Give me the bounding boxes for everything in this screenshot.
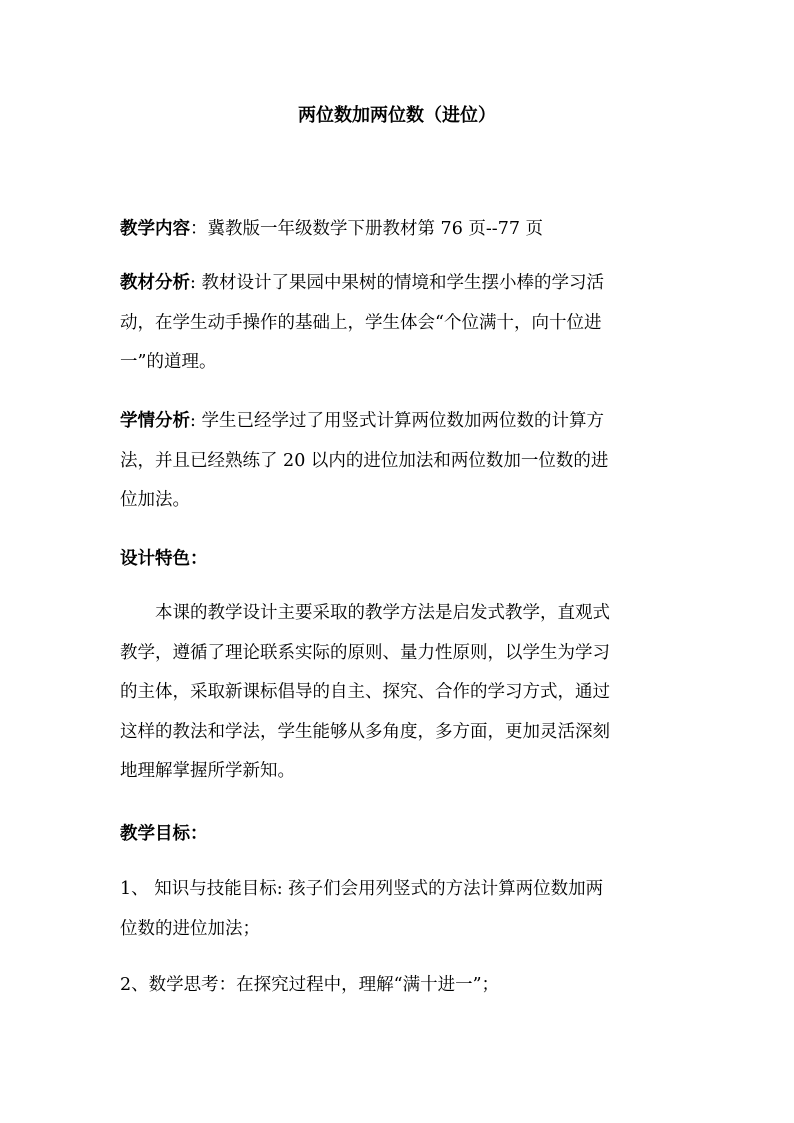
design-features-body xyxy=(120,594,680,792)
design-features-line: 的主体，采取新课标倡导的自主、探究、合作的学习方式，通过 xyxy=(120,682,610,702)
section-teaching-content xyxy=(120,210,680,250)
objective-item-1-line: 位数的进位加法； xyxy=(120,918,260,939)
material-analysis-line xyxy=(120,264,680,304)
teaching-content-label: 教学内容 xyxy=(120,219,190,239)
design-features-label: 设计特色： xyxy=(120,549,208,569)
design-features-line: 教学，遵循了理论联系实际的原则、量力性原则，以学生为学习 xyxy=(120,642,610,663)
student-analysis-line xyxy=(120,402,680,442)
section-material-analysis xyxy=(120,264,680,383)
document-title: 两位数加两位数（进位） xyxy=(298,105,496,126)
design-features-line: 地理解掌握所学新知。 xyxy=(120,761,295,781)
objective-item-1 xyxy=(120,870,680,949)
student-analysis-line: 法，并且已经熟练了 20 以内的进位加法和两位数加一位数的进 xyxy=(120,450,609,471)
objective-item-1-line: 1、 知识与技能目标: 孩子们会用列竖式的方法计算两位数加两 xyxy=(120,879,604,899)
section-student-analysis xyxy=(120,402,680,521)
objective-item-2-line: 2、数学思考：在探究过程中，理解“满十进一”； xyxy=(120,975,500,995)
material-analysis-text: : 教材设计了果园中果树的情境和学生摆小棒的学习活 xyxy=(190,273,604,293)
student-analysis-label: 学情分析 xyxy=(120,411,190,431)
teaching-content-line xyxy=(120,210,680,250)
student-analysis-text: : 学生已经学过了用竖式计算两位数加两位数的计算方 xyxy=(190,411,604,431)
teaching-content-text: ：冀教版一年级数学下册教材第 76 页--77 页 xyxy=(190,219,544,239)
material-analysis-label: 教材分析 xyxy=(120,273,190,293)
student-analysis-line: 位加法。 xyxy=(120,490,190,510)
section-objectives xyxy=(120,815,680,855)
design-features-line: 本课的教学设计主要采取的教学方法是启发式教学，直观式 xyxy=(155,603,610,623)
objectives-label: 教学目标： xyxy=(120,824,208,844)
material-analysis-line: 一”的道理。 xyxy=(120,352,217,372)
material-analysis-line: 动，在学生动手操作的基础上，学生体会“个位满十，向十位进 xyxy=(120,312,602,333)
objective-item-2 xyxy=(120,966,680,1006)
design-features-line: 这样的教法和学法，学生能够从多角度，多方面，更加灵活深刻 xyxy=(120,721,610,742)
section-design-features xyxy=(120,540,680,580)
